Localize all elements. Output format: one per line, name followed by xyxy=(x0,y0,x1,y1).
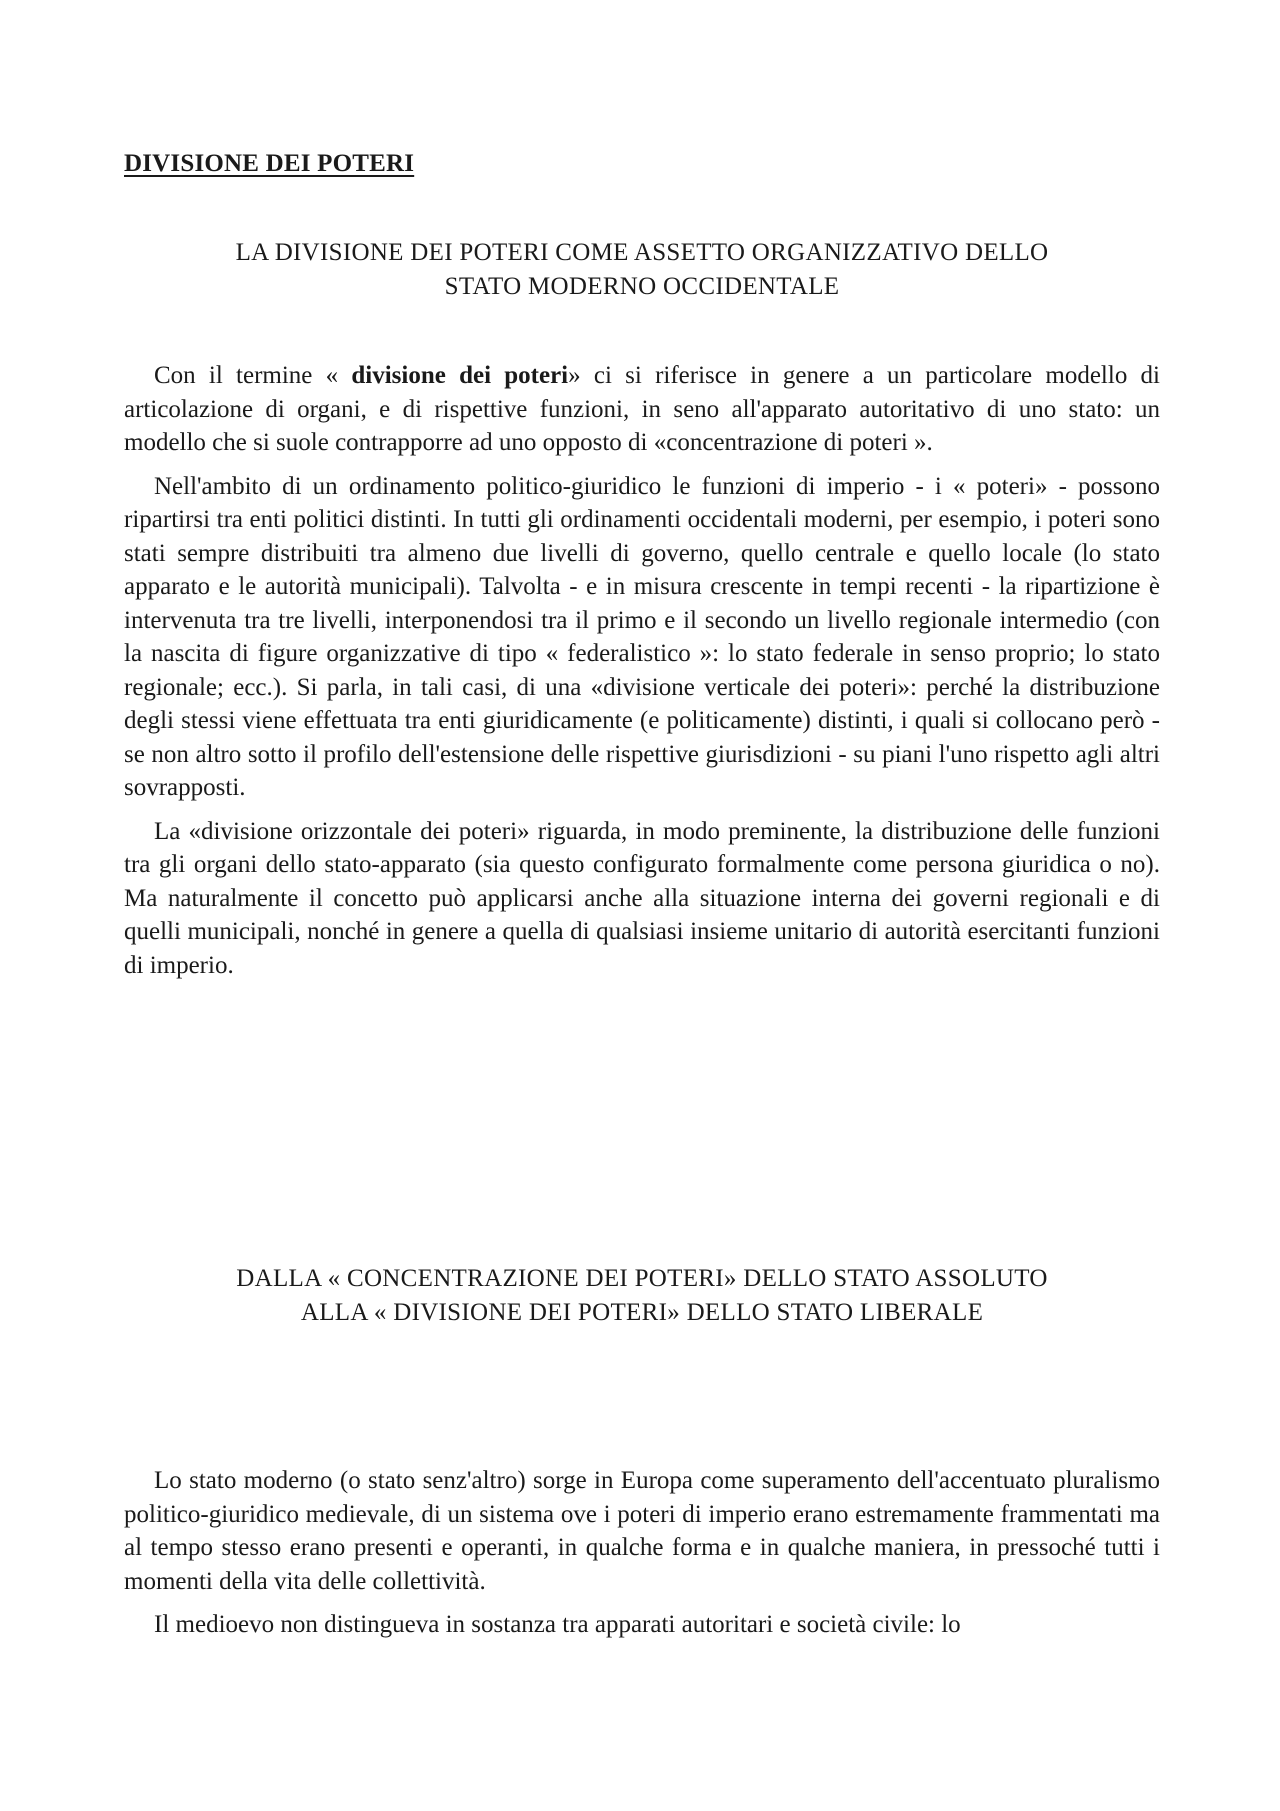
section-body xyxy=(124,359,1160,992)
section-heading xyxy=(124,236,1160,304)
document-page xyxy=(124,0,1160,1811)
section-heading-line: ALLA « DIVISIONE DEI POTERI» DELLO STATO LIBERALE xyxy=(300,1299,984,1326)
paragraph: Lo stato moderno (o stato senz'altro) sorge in Europa come superamento dell'accentuato pluralismo politico-giuridico medievale, di un sistema ove i poteri di imperio erano estremamente frammentati ma al tempo stesso erano presenti e operanti, in qualche forma e in qualche maniera, in pressoché tutti i momenti della vita delle collettività. xyxy=(124,1467,1160,1595)
paragraph: Il medioevo non distingueva in sostanza tra apparati autoritari e società civile: lo xyxy=(154,1611,961,1638)
paragraph-text: Con il termine « xyxy=(154,362,339,389)
document-title: DIVISIONE DEI POTERI xyxy=(124,150,415,177)
bold-term: divisione dei poteri xyxy=(338,362,569,389)
paragraph-text: » ci si riferisce in genere a un particolare modello di articolazione di organi, e di rispettive funzioni, in seno all'apparato autoritativo di uno stato: un modello che si suole contrapporre ad uno opposto di «concentrazione di poteri ». xyxy=(124,362,1161,456)
section-heading-line: LA DIVISIONE DEI POTERI COME ASSETTO ORGANIZZATIVO DELLO xyxy=(235,239,1049,266)
section-body xyxy=(124,1464,1160,1652)
paragraph xyxy=(124,359,1160,460)
section-heading-line: DALLA « CONCENTRAZIONE DEI POTERI» DELLO STATO ASSOLUTO xyxy=(236,1265,1048,1292)
paragraph: Nell'ambito di un ordinamento politico-giuridico le funzioni di imperio - i « poteri» - possono ripartirsi tra enti politici distinti. In tutti gli ordinamenti occidentali moderni, per esempio, i poteri sono stati sempre distribuiti tra almeno due livelli di governo, quello centrale e quello locale (lo stato apparato e le autorità municipali). Talvolta - e in misura crescente in tempi recenti - la ripartizione è intervenuta tra tre livelli, interponendosi tra il primo e il secondo un livello regionale intermedio (con la nascita di figure organizzative di tipo « federalistico »: lo stato federale in senso proprio; lo stato regionale; ecc.). Si parla, in tali casi, di una «divisione verticale dei poteri»: perché la distribuzione degli stessi viene effettuata tra enti giuridicamente (e politicamente) distinti, i quali si collocano però - se non altro sotto il profilo dell'estensione delle rispettive giurisdizioni - su piani l'uno rispetto agli altri sovrapposti. xyxy=(124,472,1160,801)
paragraph: La «divisione orizzontale dei poteri» riguarda, in modo preminente, la distribuzione delle funzioni tra gli organi dello stato-apparato (sia questo configurato formalmente come persona giuridica o no). Ma naturalmente il concetto può applicarsi anche alla situazione interna dei governi regionali e di quelli municipali, nonché in genere a quella di qualsiasi insieme unitario di autorità esercitanti funzioni di imperio. xyxy=(124,817,1160,979)
section-heading xyxy=(124,1262,1160,1330)
section-heading-line: STATO MODERNO OCCIDENTALE xyxy=(444,273,840,300)
